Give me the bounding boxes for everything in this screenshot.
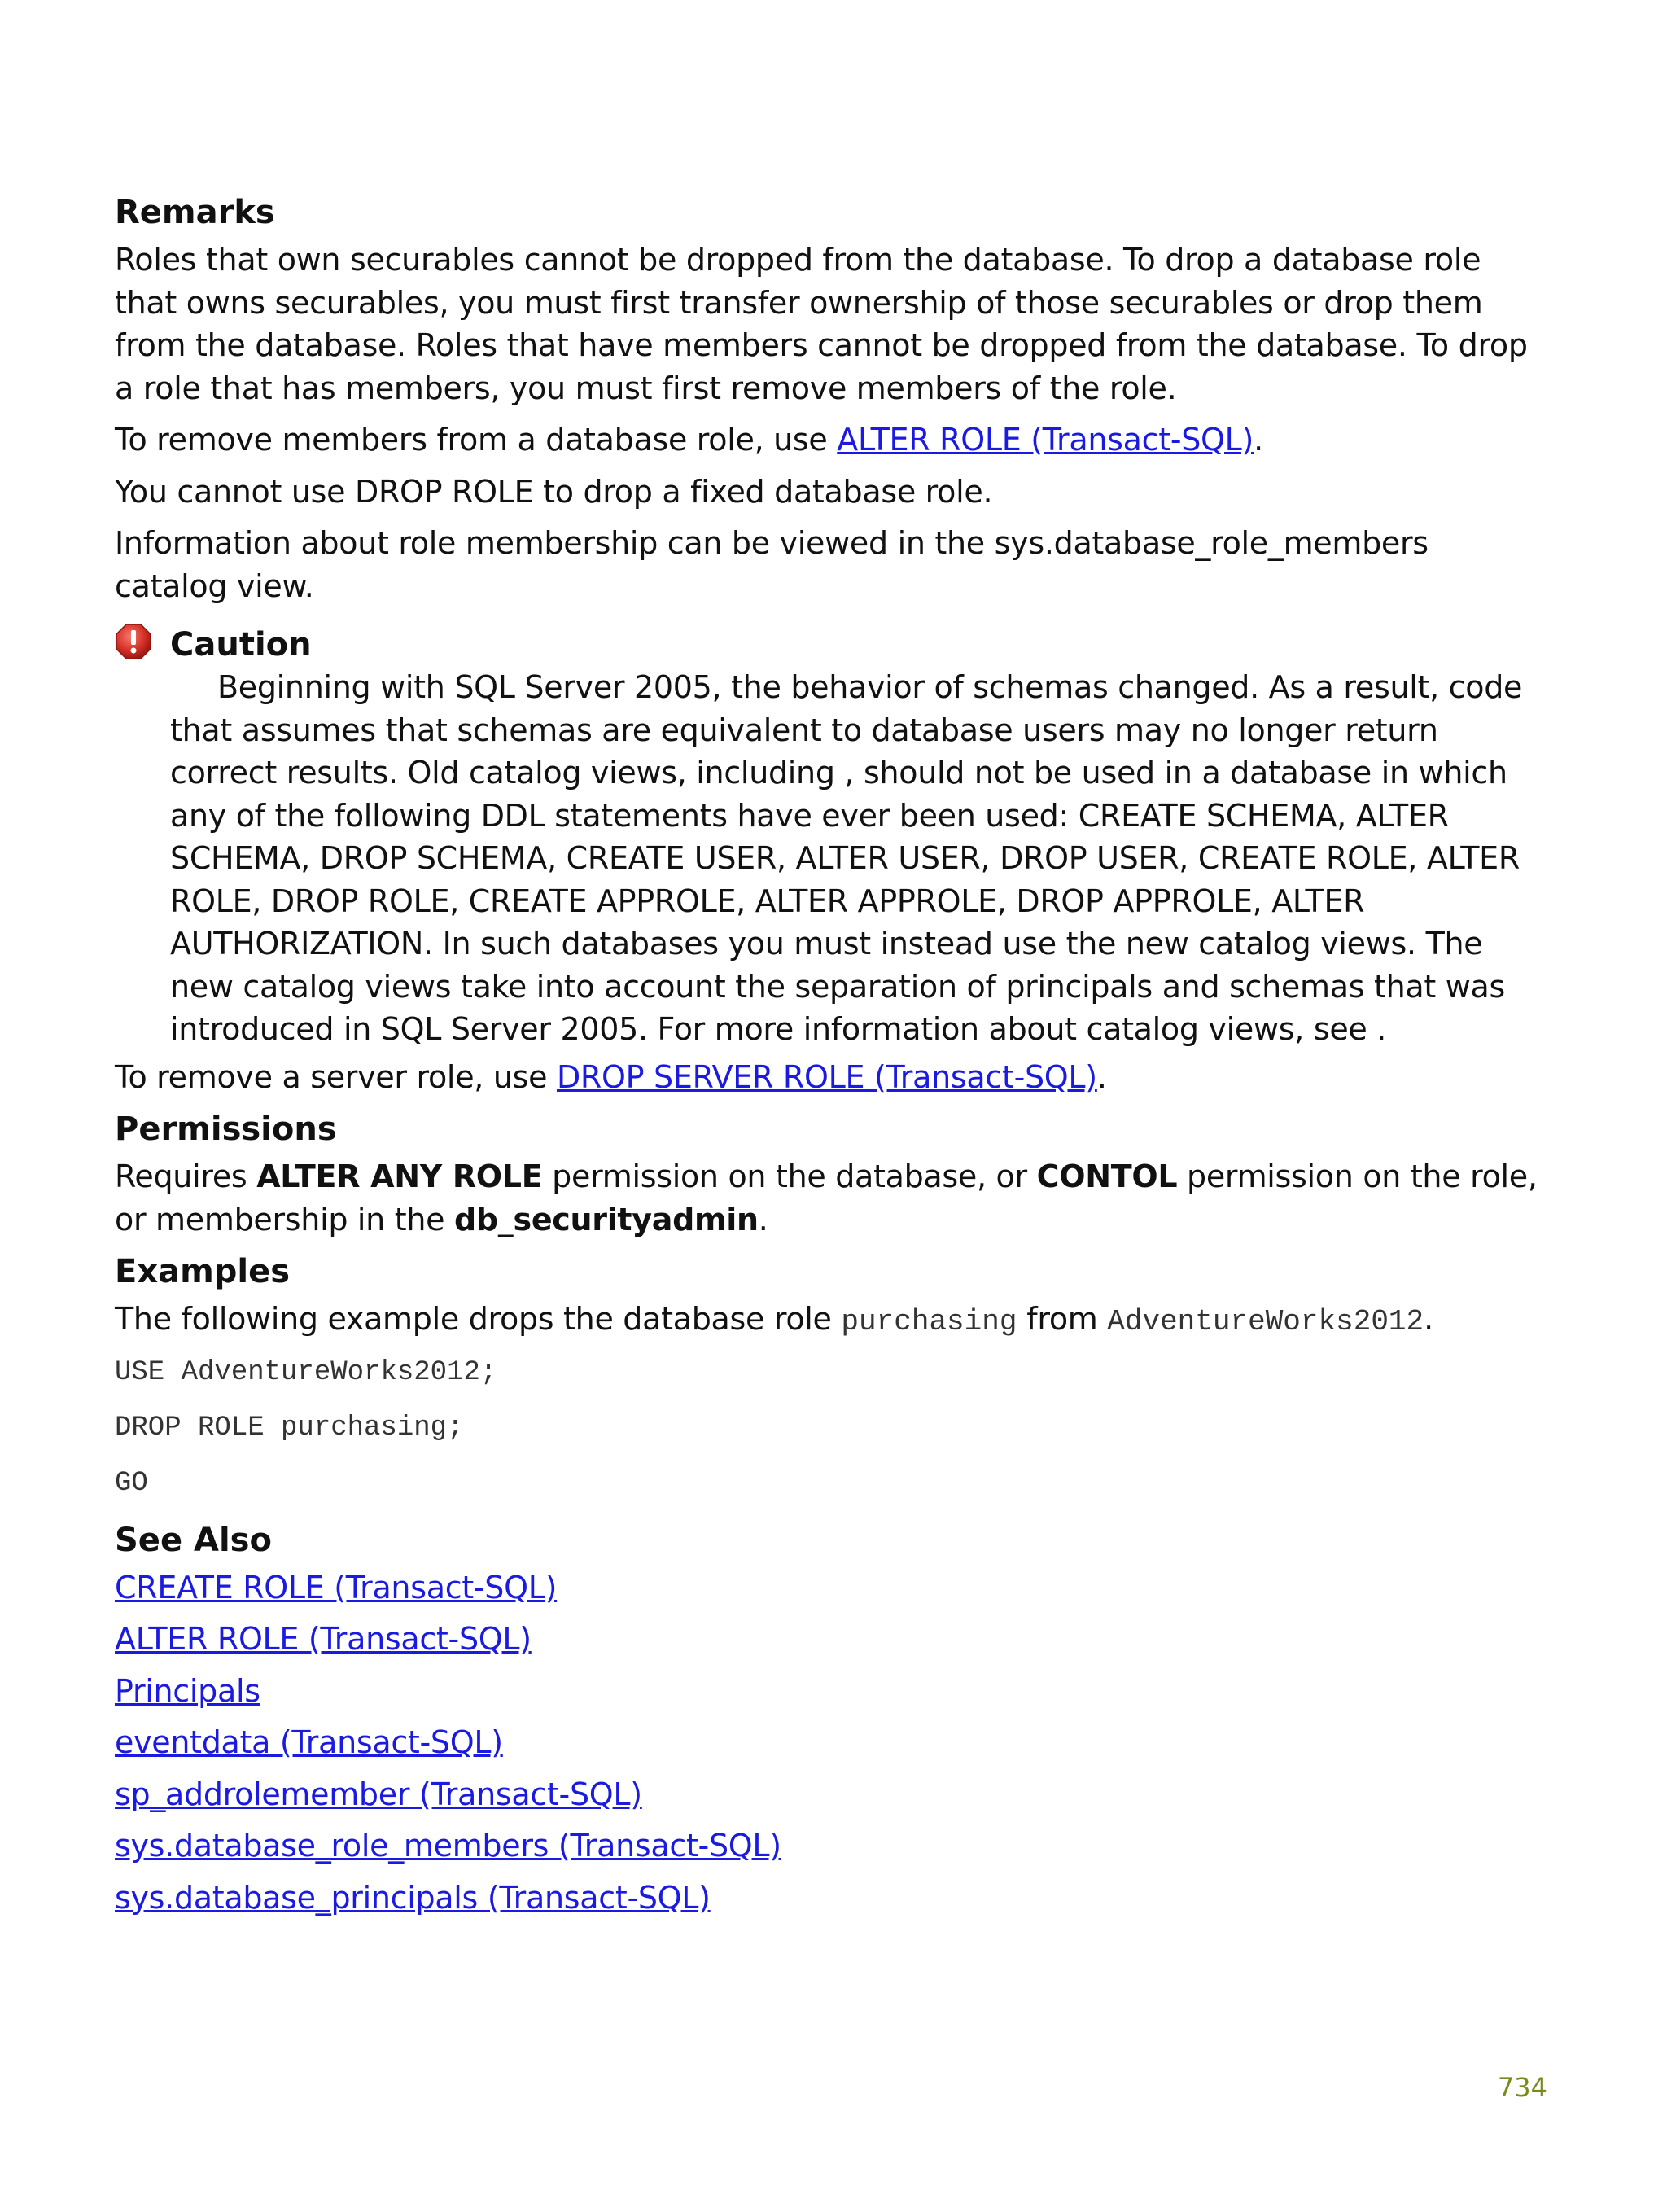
code-line: DROP ROLE purchasing; — [115, 1412, 464, 1443]
caution-icon — [115, 623, 152, 660]
server-role-paragraph — [115, 1056, 1547, 1099]
see-also-link-alter-role[interactable]: ALTER ROLE (Transact-SQL) — [115, 1621, 532, 1657]
see-also-link-create-role[interactable]: CREATE ROLE (Transact-SQL) — [115, 1569, 558, 1605]
permissions-bold-alter-any-role: ALTER ANY ROLE — [256, 1159, 543, 1194]
remarks-heading: Remarks — [115, 194, 275, 231]
permissions-text-3: permission on the role, or membership in the — [115, 1159, 1538, 1237]
examples-heading: Examples — [115, 1253, 291, 1290]
remarks-paragraph-3: You cannot use DROP ROLE to drop a fixed database role. — [115, 473, 993, 510]
see-also-link-eventdata[interactable]: eventdata (Transact-SQL) — [115, 1724, 503, 1760]
permissions-paragraph — [115, 1155, 1547, 1241]
examples-paragraph — [115, 1298, 1547, 1344]
page-number: 734 — [1497, 2072, 1547, 2103]
alter-role-link[interactable]: ALTER ROLE (Transact-SQL) — [837, 422, 1254, 458]
server-role-suffix: . — [1096, 1058, 1107, 1095]
permissions-heading: Permissions — [115, 1110, 337, 1148]
caution-body: Beginning with SQL Server 2005, the behavior of schemas changed. As a result, code that assumes that schemas are equivalent to database users may no longer return correct results. Old catalog views, including , should not be used in a database in which any of the following DDL statements have ever been used: CREATE SCHEMA, ALTER SCHEMA, DROP SCHEMA, CREATE USER, ALTER USER, DROP USER, CREATE ROLE, ALTER ROLE, DROP ROLE, CREATE APPROLE, ALTER APPROLE, DROP APPROLE, ALTER AUTHORIZATION. In such databases you must instead use the new catalog views. The new catalog views take into account the separation of principals and schemas that was introduced in SQL Server 2005. For more information about catalog views, see . — [170, 669, 1523, 1047]
examples-text-3: . — [1424, 1301, 1433, 1337]
inline-code-adventureworks: AdventureWorks2012 — [1107, 1305, 1424, 1338]
examples-text-2: from — [1017, 1301, 1108, 1337]
see-also-link-principals[interactable]: Principals — [115, 1672, 260, 1709]
remarks-paragraph-4: Information about role membership can be viewed in the sys.database_role_members catalog view. — [115, 525, 1429, 604]
inline-code-purchasing: purchasing — [841, 1305, 1017, 1338]
server-role-prefix: To remove a server role, use — [115, 1058, 557, 1095]
permissions-text-4: . — [758, 1201, 768, 1237]
remarks-paragraph-2 — [115, 418, 1547, 462]
caution-note — [115, 624, 1547, 1051]
permissions-text-1: Requires — [115, 1159, 257, 1194]
remarks-p2-suffix: . — [1254, 422, 1263, 458]
code-line: GO — [115, 1467, 148, 1499]
permissions-bold-control: CONTOL — [1036, 1159, 1178, 1194]
see-also-link-sp-addrolemember[interactable]: sp_addrolemember (Transact-SQL) — [115, 1776, 642, 1812]
caution-title: Caution — [170, 626, 312, 664]
remarks-paragraph-1: Roles that own securables cannot be dropped from the database. To drop a database role that owns securables, you must first transfer ownership of those securables or drop them from the database. Roles that have members cannot be dropped from the database. To drop a role that has members, you must first remove members of the role. — [115, 242, 1528, 406]
examples-text-1: The following example drops the database role — [115, 1301, 842, 1337]
see-also-list — [115, 1566, 1547, 1920]
see-also-heading: See Also — [115, 1521, 272, 1559]
caution-header — [115, 624, 1547, 666]
drop-server-role-link[interactable]: DROP SERVER ROLE (Transact-SQL) — [556, 1058, 1097, 1095]
remarks-p2-prefix: To remove members from a database role, use — [115, 422, 838, 458]
code-line: USE AdventureWorks2012; — [115, 1356, 497, 1388]
see-also-link-database-role-members[interactable]: sys.database_role_members (Transact-SQL) — [115, 1828, 781, 1864]
permissions-bold-db-securityadmin: db_securityadmin — [454, 1201, 759, 1237]
see-also-link-database-principals[interactable]: sys.database_principals (Transact-SQL) — [115, 1879, 711, 1916]
permissions-text-2: permission on the database, or — [542, 1159, 1037, 1194]
document-page — [115, 191, 1547, 1928]
